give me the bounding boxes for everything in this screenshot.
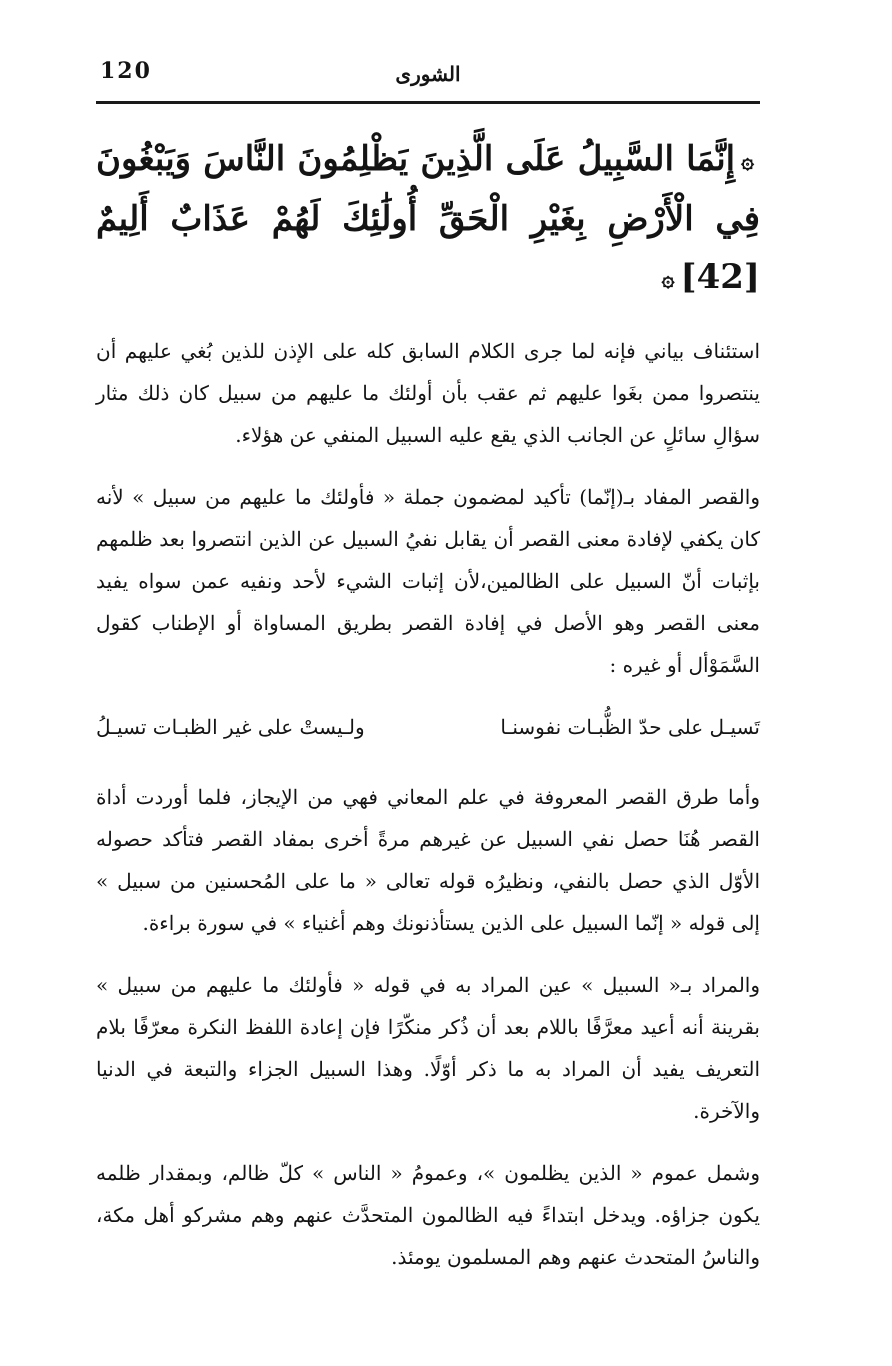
verse-number: [42] bbox=[680, 257, 760, 297]
commentary-paragraph: وأما طرق القصر المعروفة في علم المعاني فهي من الإيجاز، فلما أوردت أداة القصر هُنَا حصل نفي السبيل عن غيرهم مرةً أخرى بمفاد القصر فتأكد حصوله الأوّل الذي حصل بالنفي، ونظيرُه قوله تعالى « ما على المُحسنين من سبيل » إلى قوله « إنّما السبيل على الذين يستأذنونك وهم أغنياء » في سورة براءة. bbox=[96, 785, 760, 935]
page-number: 120 bbox=[100, 58, 152, 84]
surah-title: الشورى bbox=[395, 62, 461, 86]
commentary-paragraph: والمراد بـ« السبيل » عين المراد به في قوله « فأولئك ما عليهم من سبيل » بقرينة أنه أعيد معرَّفًا باللام بعد أن ذُكر منكّرًا فإن إعادة اللفظ النكرة معرّفًا بلام التعريف يفيد أن المراد به ما ذكر أوّلًا. وهذا السبيل الجزاء والتبعة في الدنيا والآخرة. bbox=[96, 973, 760, 1123]
quran-verse bbox=[96, 130, 760, 308]
page-header bbox=[96, 52, 760, 102]
header-divider bbox=[96, 101, 760, 104]
verse-open-ornament: ۞ bbox=[741, 148, 754, 174]
page-body bbox=[96, 118, 760, 1298]
commentary-paragraph: وشمل عموم « الذين يظلمون »، وعمومُ « الناس » كلّ ظالم، وبمقدار ظلمه يكون جزاؤه. ويدخل ابتداءً فيه الظالمون المتحدَّث عنهم وهم مشركو أهل مكة، والناسُ المتحدث عنهم وهم المسلمون يومئذ. bbox=[96, 1161, 760, 1269]
poem-first-hemistich: تَسيـل على حدّ الظُّبـات نفوسنـا bbox=[500, 715, 760, 739]
verse-close-ornament: ۞ bbox=[661, 266, 675, 292]
commentary-paragraph: استئناف بياني فإنه لما جرى الكلام السابق كله على الإذن للذين بُغي عليهم أن ينتصروا ممن بغَوا عليهم ثم عقب بأن أولئك ما عليهم من سبيل كان ذلك مثار سؤالِ سائلٍ عن الجانب الذي يقع عليه السبيل المنفي عن هؤلاء. bbox=[96, 339, 760, 447]
poem-verse bbox=[96, 706, 760, 748]
commentary-paragraph: والقصر المفاد بـ(إنّما) تأكيد لمضمون جملة « فأولئك ما عليهم من سبيل » لأنه كان يكفي لإفادة معنى القصر أن يقابل نفيُ السبيل عن الذين انتصروا بعد ظلمهم بإثبات أنّ السبيل على الظالمين،لأن إثبات الشيء لأحد ونفيه عمن سواه يفيد معنى القصر وهو الأصل في إفادة القصر بطريق المساواة أو الإطناب كقول السَّمَوْأل أو غيره : bbox=[96, 485, 760, 677]
poem-second-hemistich: ولـيستْ على غير الظبـات تسيـلُ bbox=[96, 715, 365, 739]
verse-text: إِنَّمَا السَّبِيلُ عَلَى الَّذِينَ يَظْلِمُونَ النَّاسَ وَيَبْغُونَ فِي الْأَرْضِ بِغَيْرِ الْحَقِّ أُولَٰئِكَ لَهُمْ عَذَابٌ أَلِيمٌ bbox=[96, 139, 760, 239]
